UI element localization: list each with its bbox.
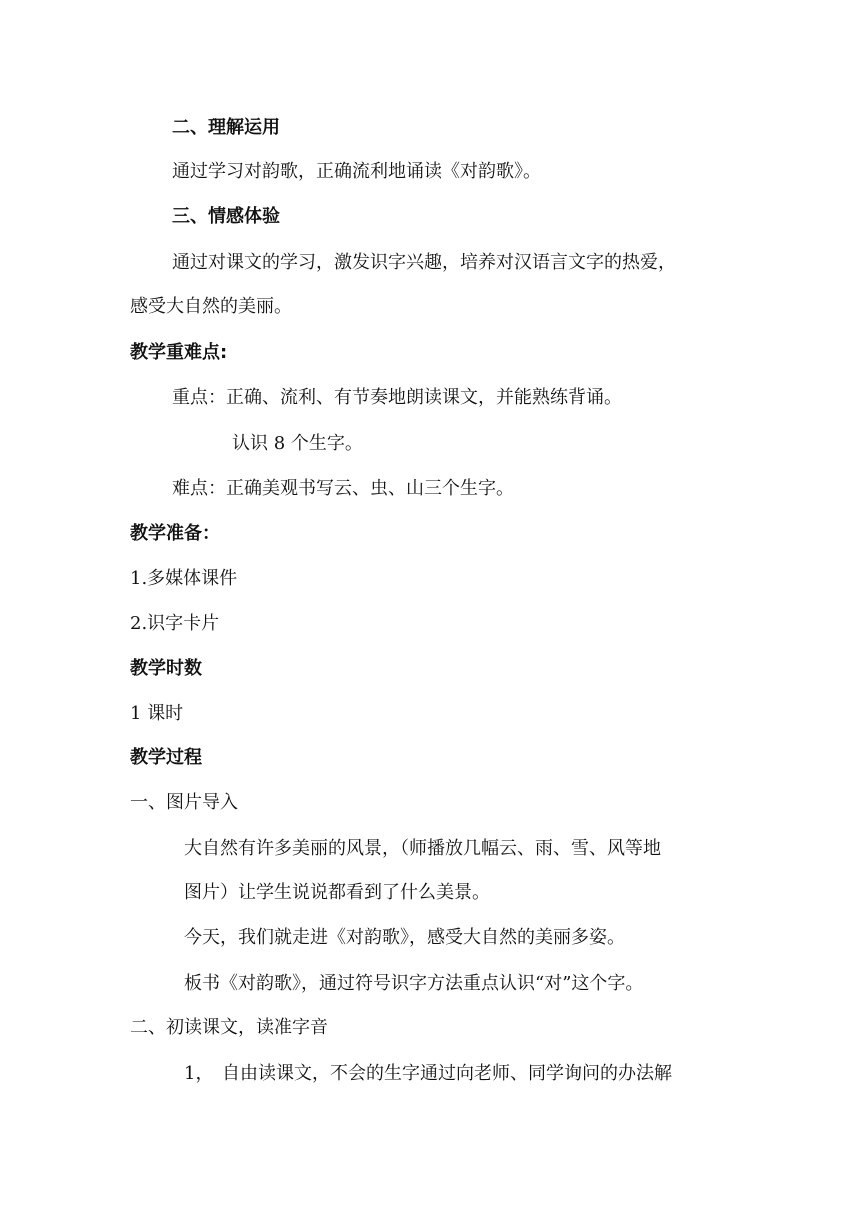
heading-key-points: 教学重难点:: [130, 342, 228, 363]
focus-line-2: 认识 8 个生字。: [232, 433, 363, 454]
heading-preparation: 教学准备：: [130, 523, 220, 544]
section-heading-understanding: 二、理解运用: [172, 117, 280, 138]
preparation-item-2: 2.识字卡片: [130, 613, 220, 634]
focus-line-1: 重点：正确、流利、有节奏地朗读课文，并能熟练背诵。: [172, 387, 622, 408]
paragraph-emotion-line1: 通过对课文的学习，激发识字兴趣，培养对汉语言文字的热爱，: [172, 252, 676, 273]
process-part2-item1-number: 1，: [184, 1063, 214, 1084]
section-heading-emotion: 三、情感体验: [172, 206, 280, 227]
duration-value: 1 课时: [130, 703, 184, 724]
process-part1-line2: 图片）让学生说说都看到了什么美景。: [184, 882, 490, 903]
preparation-item-1: 1.多媒体课件: [130, 568, 238, 589]
process-part1-line1: 大自然有许多美丽的风景，（师播放几幅云、雨、雪、风等地: [184, 838, 661, 859]
heading-process: 教学过程: [130, 747, 202, 768]
process-part2-title: 二、初读课文，读准字音: [130, 1017, 328, 1038]
paragraph-understanding: 通过学习对韵歌，正确流利地诵读《对韵歌》。: [172, 161, 541, 182]
paragraph-emotion-line2: 感受大自然的美丽。: [130, 296, 292, 317]
heading-duration: 教学时数: [130, 658, 202, 679]
process-part1-title: 一、图片导入: [130, 792, 238, 813]
process-part2-item1-text: 自由读课文，不会的生字通过向老师、同学询问的办法解: [222, 1063, 672, 1084]
process-part1-line3: 今天，我们就走进《对韵歌》，感受大自然的美丽多姿。: [184, 927, 625, 948]
difficulty-line: 难点：正确美观书写云、虫、山三个生字。: [172, 478, 514, 499]
process-part1-line4: 板书《对韵歌》，通过符号识字方法重点认识“对”这个字。: [184, 973, 644, 994]
